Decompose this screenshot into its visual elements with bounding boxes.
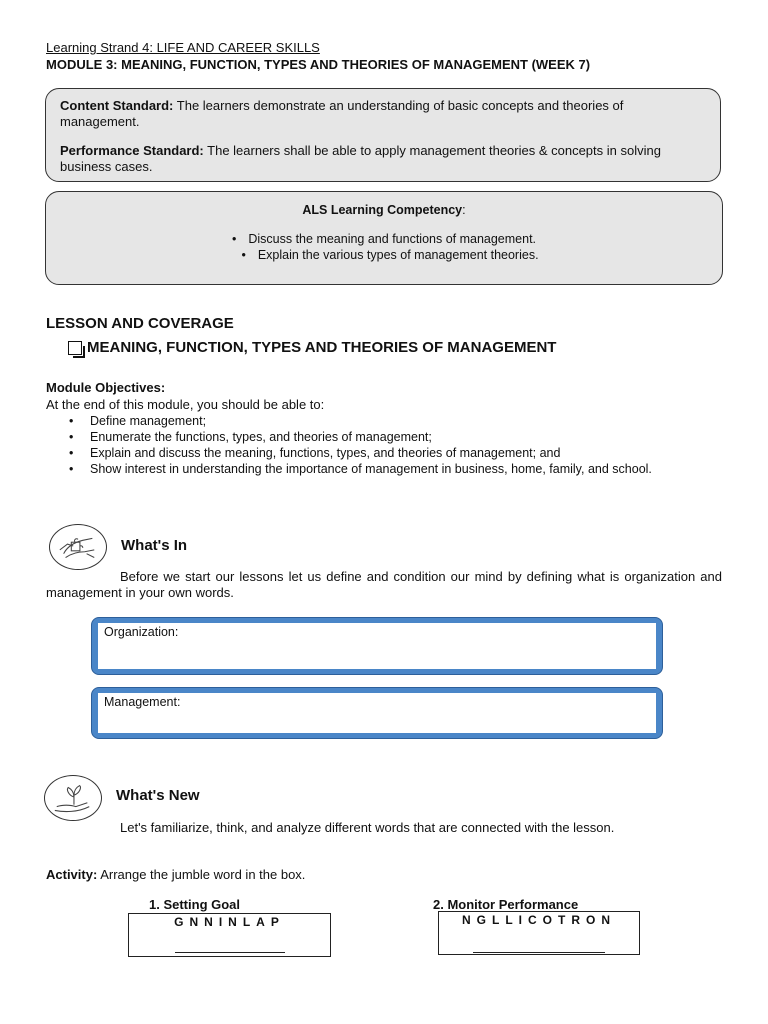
module-title: MODULE 3: MEANING, FUNCTION, TYPES AND THEORIES OF MANAGEMENT (WEEK 7) xyxy=(46,57,591,72)
hand-plant-icon xyxy=(44,775,102,821)
organization-label: Organization: xyxy=(104,625,179,639)
management-field[interactable] xyxy=(98,693,656,733)
jumble-word-1: GNNINLAP xyxy=(174,915,285,929)
lesson-title: LESSON AND COVERAGE xyxy=(46,315,234,332)
list-item: • Explain the various types of management theories. xyxy=(46,247,722,263)
standards-box xyxy=(45,88,721,182)
answer-line-2 xyxy=(473,952,605,953)
management-box xyxy=(91,687,663,739)
list-item: • Show interest in understanding the importance of management in business, home, family, and school. xyxy=(46,461,722,477)
item1-label: 1. Setting Goal xyxy=(149,897,241,912)
lesson-subtitle: MEANING, FUNCTION, TYPES AND THEORIES OF MANAGEMENT xyxy=(68,339,556,356)
organization-field[interactable] xyxy=(98,623,656,669)
whats-in-title: What's In xyxy=(121,537,188,554)
whats-new-text: Let's familiarize, think, and analyze different words that are connected with the lesson. xyxy=(120,820,615,835)
hands-puzzle-icon xyxy=(49,524,107,570)
organization-box xyxy=(91,617,663,675)
content-standard: Content Standard: The learners demonstrate an understanding of basic concepts and theories of management. xyxy=(60,98,624,129)
competency-title: ALS Learning Competency: xyxy=(302,203,466,217)
competency-list xyxy=(46,231,722,263)
list-item: • Explain and discuss the meaning, functions, types, and theories of management; and xyxy=(46,445,722,461)
list-item: • Define management; xyxy=(46,413,722,429)
list-item: • Enumerate the functions, types, and theories of management; xyxy=(46,429,722,445)
jumble-box-1[interactable] xyxy=(128,913,331,957)
performance-standard: Performance Standard: The learners shall be able to apply management theories & concepts in solving business cases. xyxy=(60,143,661,174)
management-label: Management: xyxy=(104,695,181,709)
learning-strand: Learning Strand 4: LIFE AND CAREER SKILLS xyxy=(46,40,320,55)
jumble-word-2: NGLLICOTRON xyxy=(462,913,616,927)
item2-label: 2. Monitor Performance xyxy=(433,897,579,912)
objectives-title: Module Objectives: xyxy=(46,380,166,395)
jumble-box-2[interactable] xyxy=(438,911,640,955)
answer-line-1 xyxy=(175,952,285,953)
list-item: • Discuss the meaning and functions of management. xyxy=(46,231,722,247)
competency-box xyxy=(45,191,723,285)
whats-new-title: What's New xyxy=(116,787,200,804)
checkbox-icon xyxy=(68,341,82,355)
objectives-intro: At the end of this module, you should be able to: xyxy=(46,397,325,412)
whats-in-text: Before we start our lessons let us define and condition our mind by defining what is organization and management in your own words. xyxy=(46,569,722,600)
objectives-list xyxy=(46,413,722,477)
activity-instruction: Activity: Arrange the jumble word in the box. xyxy=(46,867,306,882)
